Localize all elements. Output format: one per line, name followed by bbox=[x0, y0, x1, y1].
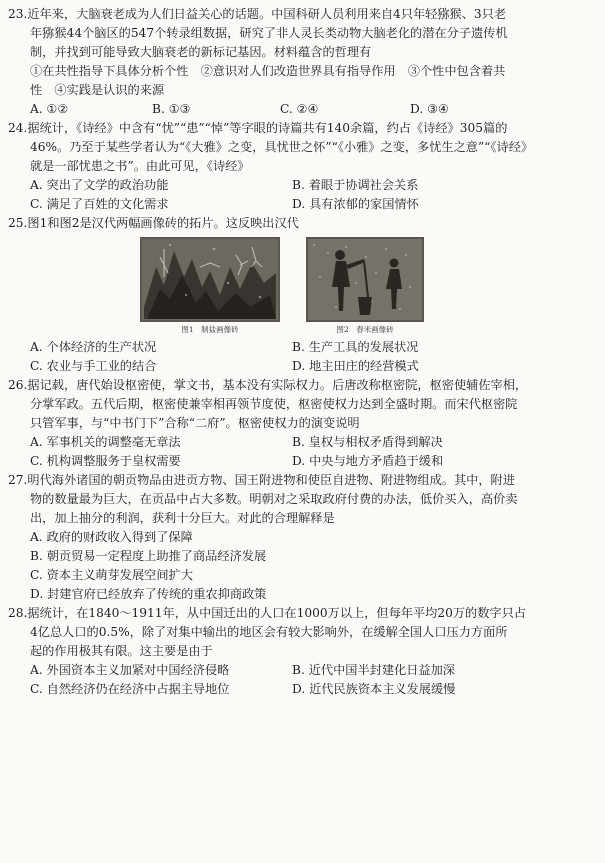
question-number: 28. bbox=[8, 606, 28, 620]
question-24 bbox=[8, 119, 585, 214]
question-number: 25. bbox=[8, 216, 28, 230]
option-d[interactable]: D. 封建官府已经放弃了传统的重农抑商政策 bbox=[30, 587, 267, 601]
question-text: 起的作用极其有限。这主要是由于 bbox=[30, 644, 213, 658]
option-a[interactable]: A. ①② bbox=[30, 102, 69, 116]
question-text: 4亿总人口的0.5%，除了对集中输出的地区会有较大影响外，在缓解全国人口压力方面所 bbox=[30, 625, 508, 639]
option-b[interactable]: B. 着眼于协调社会关系 bbox=[292, 178, 419, 192]
answer-options bbox=[8, 100, 585, 119]
option-c[interactable]: C. ②④ bbox=[280, 102, 319, 116]
question-text: 图1和图2是汉代两幅画像砖的拓片。这反映出汉代 bbox=[27, 216, 299, 230]
question-text: 明代海外诸国的朝贡物品由进贡方物、国王附进物和使臣自进物、附进物组成。其中，附进 bbox=[27, 473, 515, 487]
option-c[interactable]: C. 自然经济仍在经济中占据主导地位 bbox=[30, 682, 230, 696]
question-text: 据统计，《诗经》中含有“忧”“患”“悼”等字眼的诗篇共有140余篇，约占《诗经》305篇的 bbox=[27, 121, 508, 135]
question-text: 据记载，唐代始设枢密使，掌文书，基本没有实际权力。后唐改称枢密院，枢密使辅佐宰相， bbox=[27, 378, 528, 392]
question-text: 出，加上抽分的利润，获利十分巨大。对此的合理解释是 bbox=[30, 511, 335, 525]
question-number: 27. bbox=[8, 473, 28, 487]
question-text: 据统计，在1840～1911年，从中国迁出的人口在1000万以上，但每年平均20万的数字只占 bbox=[27, 606, 526, 620]
question-28 bbox=[8, 604, 585, 699]
option-d[interactable]: D. 地主田庄的经营模式 bbox=[292, 359, 419, 373]
answer-options bbox=[8, 176, 585, 214]
option-a[interactable]: A. 突出了文学的政治功能 bbox=[30, 178, 169, 192]
option-b[interactable]: B. 生产工具的发展状况 bbox=[292, 340, 419, 354]
figure-row bbox=[8, 237, 585, 336]
option-c[interactable]: C. 满足了百姓的文化需求 bbox=[30, 197, 169, 211]
answer-options bbox=[8, 433, 585, 471]
question-27 bbox=[8, 471, 585, 604]
question-number: 23. bbox=[8, 7, 28, 21]
question-number: 26. bbox=[8, 378, 28, 392]
answer-options bbox=[8, 661, 585, 699]
answer-options bbox=[8, 338, 585, 376]
option-a[interactable]: A. 军事机关的调整毫无章法 bbox=[30, 435, 181, 449]
option-d[interactable]: D. 近代民族资本主义发展缓慢 bbox=[292, 682, 456, 696]
option-c[interactable]: C. 农业与手工业的结合 bbox=[30, 359, 157, 373]
statement-list: ①在共性指导下具体分析个性 ②意识对人们改造世界具有指导作用 ③个性中包含着共 bbox=[30, 64, 506, 78]
rice-pounding-rubbing-image bbox=[306, 237, 424, 322]
question-text: 就是一部忧患之书”。由此可见，《诗经》 bbox=[30, 159, 250, 173]
question-number: 24. bbox=[8, 121, 28, 135]
option-d[interactable]: D. 具有浓郁的家国情怀 bbox=[292, 197, 419, 211]
question-text: 制，并找到可能导致大脑衰老的新标记基因。材料蕴含的哲理有 bbox=[30, 45, 372, 59]
question-23 bbox=[8, 5, 585, 119]
question-text: 年猕猴44个脑区的547个转录组数据，研究了非人灵长类动物大脑老化的潜在分子遗传机 bbox=[30, 26, 508, 40]
figure-caption: 图1 制盐画像砖 bbox=[181, 325, 239, 334]
salt-making-rubbing-image bbox=[140, 237, 280, 322]
figure-caption: 图2 舂米画像砖 bbox=[336, 325, 394, 334]
question-26 bbox=[8, 376, 585, 471]
question-25 bbox=[8, 214, 585, 376]
option-c[interactable]: C. 机构调整服务于皇权需要 bbox=[30, 454, 181, 468]
question-text: 物的数量最为巨大，在贡品中占大多数。明朝对之采取政府付费的办法，低价买入，高价卖 bbox=[30, 492, 518, 506]
option-c[interactable]: C. 资本主义萌芽发展空间扩大 bbox=[30, 568, 193, 582]
figure-1 bbox=[140, 237, 280, 336]
option-d[interactable]: D. 中央与地方矛盾趋于缓和 bbox=[292, 454, 444, 468]
option-b[interactable]: B. 朝贡贸易一定程度上助推了商品经济发展 bbox=[30, 549, 267, 563]
answer-options bbox=[8, 528, 585, 604]
option-a[interactable]: A. 个体经济的生产状况 bbox=[30, 340, 157, 354]
question-text: 分掌军政。五代后期，枢密使兼宰相再领节度使，枢密使权力达到全盛时期。而宋代枢密院 bbox=[30, 397, 518, 411]
option-b[interactable]: B. 皇权与相权矛盾得到解决 bbox=[292, 435, 443, 449]
option-b[interactable]: B. ①③ bbox=[152, 102, 191, 116]
option-b[interactable]: B. 近代中国半封建化日益加深 bbox=[292, 663, 455, 677]
option-a[interactable]: A. 外国资本主义加紧对中国经济侵略 bbox=[30, 663, 230, 677]
question-text: 只管军事，与“中书门下”合称“二府”。枢密使权力的演变说明 bbox=[30, 416, 360, 430]
option-d[interactable]: D. ③④ bbox=[410, 102, 449, 116]
question-text: 近年来，大脑衰老成为人们日益关心的话题。中国科研人员利用来自4只年轻猕猴、3只老 bbox=[27, 7, 507, 21]
statement-list: 性 ④实践是认识的来源 bbox=[30, 83, 165, 97]
question-text: 46%。乃至于某些学者认为“《大雅》之变，具忧世之怀”“《小雅》之变，多忧生之意”“《诗经》 bbox=[30, 140, 534, 154]
option-a[interactable]: A. 政府的财政收入得到了保障 bbox=[30, 530, 193, 544]
figure-2 bbox=[306, 237, 424, 336]
